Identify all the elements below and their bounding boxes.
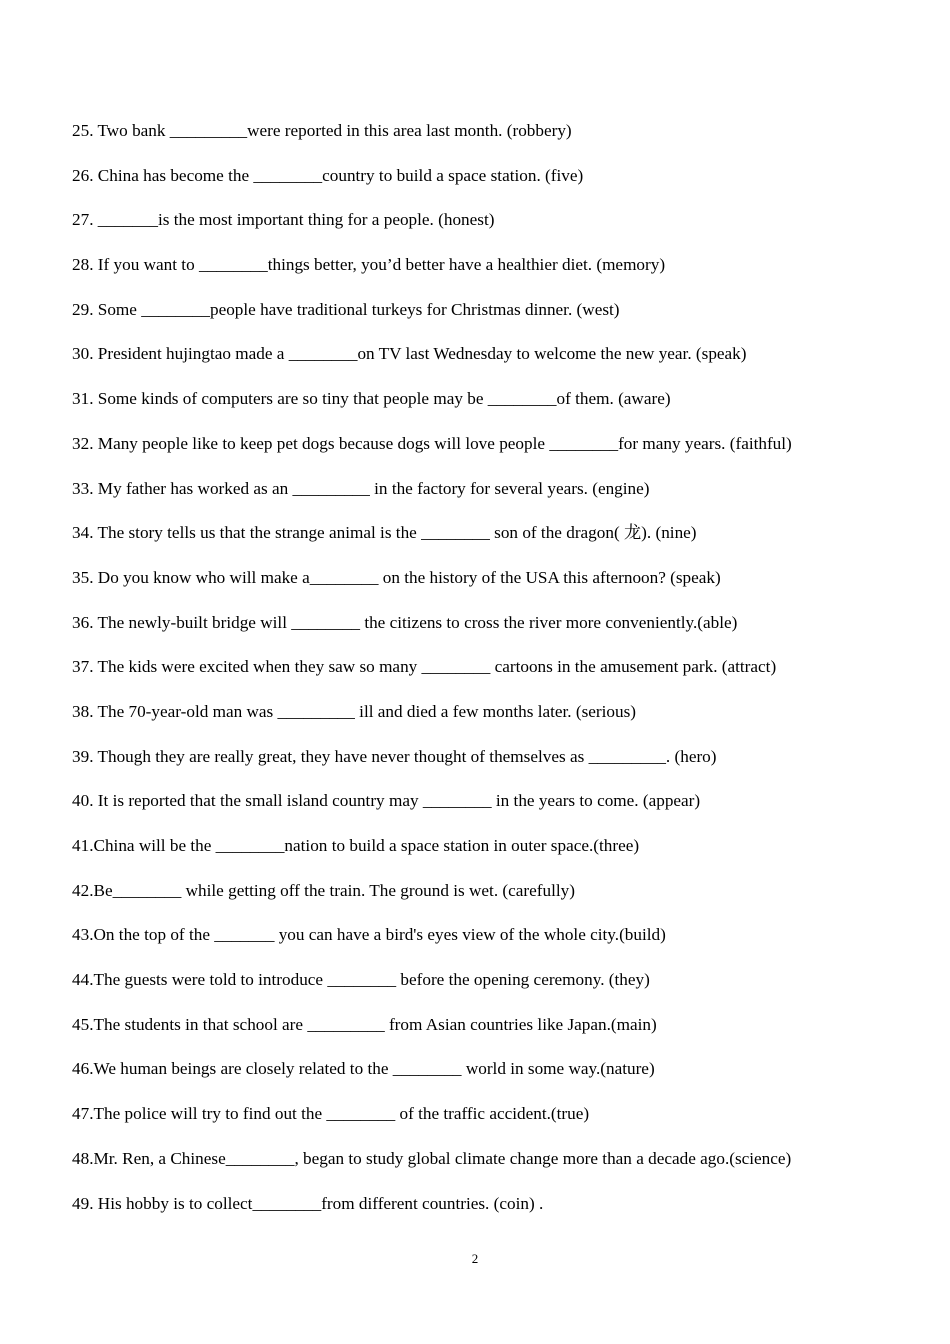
question-35: 35. Do you know who will make a________ on the history of the USA this afternoon? (speak) xyxy=(72,567,721,587)
question-27: 27. _______is the most important thing for a people. (honest) xyxy=(72,210,495,230)
question-39: 39. Though they are really great, they have never thought of themselves as _________. (hero) xyxy=(72,746,717,766)
question-42: 42.Be________ while getting off the train. The ground is wet. (carefully) xyxy=(72,880,575,900)
question-41: 41.China will be the ________nation to build a space station in outer space.(three) xyxy=(72,836,640,855)
question-40: 40. It is reported that the small island country may ________ in the years to come. (appear) xyxy=(72,791,701,811)
page-number: 2 xyxy=(471,1251,479,1266)
question-33: 33. My father has worked as an _________ in the factory for several years. (engine) xyxy=(72,478,650,498)
question-38: 38. The 70-year-old man was _________ ill and died a few months later. (serious) xyxy=(72,701,637,721)
question-list xyxy=(72,118,932,1235)
question-29: 29. Some ________people have traditional turkeys for Christmas dinner. (west) xyxy=(72,299,620,319)
question-44: 44.The guests were told to introduce ________ before the opening ceremony. (they) xyxy=(72,970,650,990)
question-31: 31. Some kinds of computers are so tiny that people may be ________of them. (aware) xyxy=(72,389,671,409)
question-36: 36. The newly-built bridge will ________ the citizens to cross the river more conveniently.(able) xyxy=(72,612,738,632)
question-43: 43.On the top of the _______ you can have a bird's eyes view of the whole city.(build) xyxy=(72,925,666,945)
question-26: 26. China has become the ________country to build a space station. (five) xyxy=(72,165,584,185)
question-32: 32. Many people like to keep pet dogs because dogs will love people ________for many years. (faithful) xyxy=(72,433,792,453)
question-25: 25. Two bank _________were reported in this area last month. (robbery) xyxy=(72,121,572,140)
question-49: 49. His hobby is to collect________from different countries. (coin) . xyxy=(72,1193,544,1213)
question-34: 34. The story tells us that the strange animal is the ________ son of the dragon( 龙). (nine) xyxy=(72,523,697,543)
question-37: 37. The kids were excited when they saw so many ________ cartoons in the amusement park. (attract) xyxy=(72,657,777,677)
question-47: 47.The police will try to find out the ________ of the traffic accident.(true) xyxy=(72,1104,590,1124)
question-46: 46.We human beings are closely related to the ________ world in some way.(nature) xyxy=(72,1059,655,1079)
question-48: 48.Mr. Ren, a Chinese________, began to study global climate change more than a decade ago.(science) xyxy=(72,1148,792,1168)
question-30: 30. President hujingtao made a ________on TV last Wednesday to welcome the new year. (speak) xyxy=(72,344,747,364)
question-28: 28. If you want to ________things better, you’d better have a healthier diet. (memory) xyxy=(72,255,666,275)
question-45: 45.The students in that school are _________ from Asian countries like Japan.(main) xyxy=(72,1014,657,1034)
